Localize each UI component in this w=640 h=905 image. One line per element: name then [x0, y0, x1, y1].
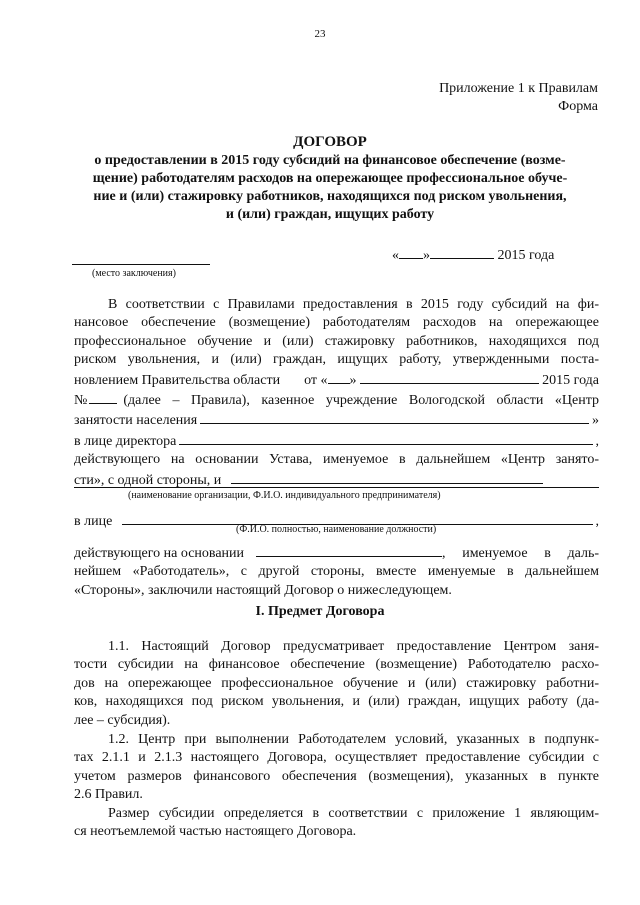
title-line-2: щение) работодателям расходов на опережающее профессиональное обуче-: [92, 171, 568, 186]
basis-line-2: нейшем «Работодатель», с другой стороны, вместе именуемые в дальнейшем: [74, 564, 599, 580]
basis-line-3: «Стороны», заключили настоящий Договор о нижеследующем.: [74, 582, 452, 598]
clause-1-1-line-5: лее – субсидия).: [74, 712, 171, 728]
decree-day-blank: [328, 370, 350, 384]
contract-date: [392, 245, 554, 264]
appendix-line-1: Приложение 1 к Правилам: [439, 81, 598, 96]
clause-1-2-line-3: учетом размеров финансового обеспечения (возмещения), указанных в пункте: [74, 768, 599, 784]
counterparty-blank-1: [231, 470, 543, 484]
director-name-blank: [179, 431, 592, 445]
intro-line-1: В соответствии с Правилами предоставления в 2015 году субсидий на фи-: [108, 297, 599, 312]
decree-month-blank: [360, 370, 540, 384]
clause-1-1: [74, 638, 599, 730]
title-main: ДОГОВОР: [293, 134, 367, 150]
center-name-blank: [200, 410, 589, 424]
clause-1-2: [74, 731, 599, 805]
basis-paragraph: [74, 543, 599, 600]
page-number: 23: [314, 28, 326, 40]
basis-line-1: [74, 543, 599, 563]
intro-line-8: [74, 431, 599, 451]
intro-line-7: [74, 410, 599, 430]
subsidy-size-line-2: ся неотъемлемой частью настоящего Договора.: [74, 824, 357, 840]
clause-1-1-line-2: тости субсидии на финансовое обеспечение (возмещение) Работодателю расхо-: [74, 657, 599, 673]
title-line-1: о предоставлении в 2015 году субсидий на финансовое обеспечение (возме-: [94, 153, 566, 168]
intro-line-5: [74, 370, 599, 390]
intro-line-5-text: новлением Правительства области: [74, 372, 281, 388]
intro-paragraph: [74, 296, 599, 490]
intro-line-6-text: (далее – Правила), казенное учреждение Вологодской области «Центр: [123, 393, 599, 409]
intro-line-9: действующего на основании Устава, именуемое в дальнейшем «Центр занято-: [74, 452, 599, 468]
intro-line-3: профессиональное обучение и (или) стажировку работников, находящихся под: [74, 333, 599, 349]
intro-line-2: нансовое обеспечение (возмещение) работодателям расходов на опережающее: [74, 315, 599, 331]
date-open-quote: «: [392, 248, 399, 263]
basis-line-1-text: действующего на основании: [74, 546, 245, 561]
representative-note: (Ф.И.О. полностью, наименование должности): [236, 524, 437, 535]
clause-1-1-line-3: дов на опережающее профессиональное обучение и (или) стажировку работни-: [74, 675, 599, 691]
appendix-line-2: Форма: [558, 99, 598, 114]
month-blank: [430, 245, 494, 259]
section-title: I. Предмет Договора: [255, 604, 385, 619]
intro-line-5-year: 2015 года: [542, 372, 599, 388]
intro-line-8-text: в лице директора: [74, 433, 177, 449]
basis-line-1-end: , именуемое в даль-: [442, 546, 599, 561]
basis-blank: [256, 543, 442, 557]
representative-label: в лице: [74, 514, 113, 529]
clause-1-1-line-1: 1.1. Настоящий Договор предусматривает предоставление Центром заня-: [108, 639, 599, 654]
representative-blank: [122, 511, 592, 525]
intro-line-7-text: занятости населения: [74, 413, 198, 429]
organization-note: (наименование организации, Ф.И.О. индивидуального предпринимателя): [128, 490, 441, 501]
intro-line-4: риском увольнения, и (или) граждан, ищущих работу, утвержденными поста-: [74, 352, 599, 368]
clause-1-2-line-4: 2.6 Правил.: [74, 787, 143, 803]
place-note: (место заключения): [92, 268, 176, 279]
appendix-reference: [439, 80, 598, 116]
intro-line-8-comma: ,: [595, 433, 599, 449]
organization-blank: [74, 487, 599, 488]
subsidy-size-paragraph: [74, 805, 599, 842]
decree-number-blank: [89, 390, 117, 404]
date-close-quote: »: [423, 248, 430, 263]
clause-1-2-line-1: 1.2. Центр при выполнении Работодателем условий, указанных в подпунк-: [108, 732, 599, 747]
clause-1-2-line-2: тах 2.1.1 и 2.1.3 настоящего Договора, осуществляет предоставление субсидии с: [74, 750, 599, 766]
intro-line-6: [74, 390, 599, 410]
intro-line-5-from: от «: [304, 372, 328, 388]
contract-title: [70, 133, 590, 224]
number-sign: №: [74, 393, 88, 409]
intro-line-10-text: сти», с одной стороны, и: [74, 472, 222, 488]
intro-line-5-quote: »: [349, 372, 357, 388]
representative-comma: ,: [595, 514, 599, 529]
title-line-4: и (или) граждан, ищущих работу: [225, 207, 435, 222]
intro-line-7-quote: »: [592, 413, 599, 429]
subsidy-size-line-1: Размер субсидии определяется в соответствии с приложение 1 являющим-: [108, 806, 599, 821]
place-blank: [72, 264, 210, 265]
date-year: 2015 года: [497, 248, 555, 263]
day-blank: [399, 245, 423, 259]
clause-1-1-line-4: ков, находящихся под риском увольнения, и (или) граждан, ищущих работу (да-: [74, 694, 599, 710]
title-line-3: ние и (или) стажировку работников, находящихся под риском увольнения,: [93, 189, 567, 204]
